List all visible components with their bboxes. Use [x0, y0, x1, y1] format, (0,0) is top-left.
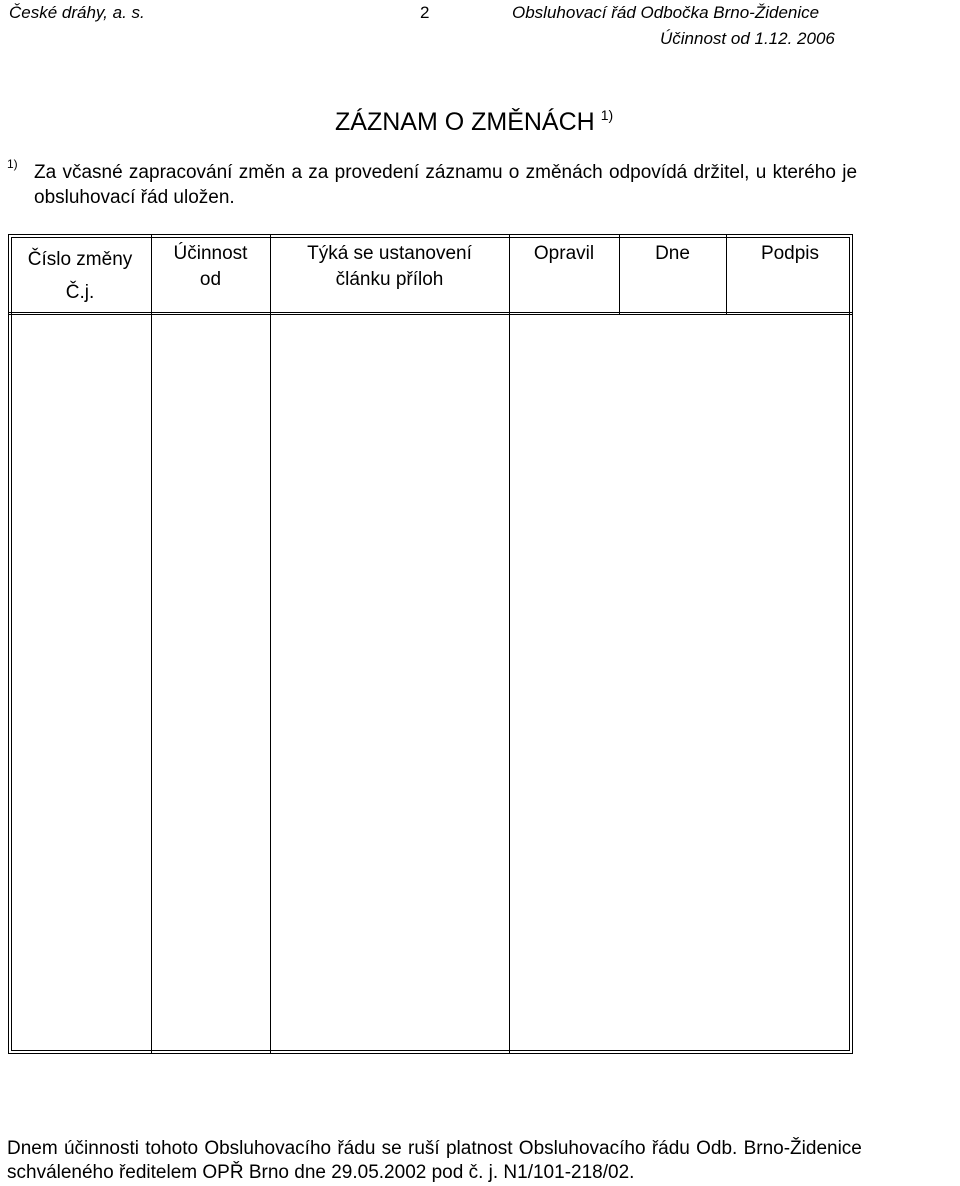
page-title	[335, 108, 613, 137]
table-column-divider	[151, 235, 152, 1053]
column-header-concerns	[270, 241, 509, 293]
column-header-signature: Podpis	[760, 243, 820, 264]
column-header-change-number	[9, 247, 151, 306]
header-validity: Účinnost od 1.12. 2006	[660, 29, 835, 48]
header-company: České dráhy, a. s.	[9, 3, 145, 22]
table-column-divider	[509, 235, 510, 1053]
change-record-table	[8, 234, 853, 1054]
footer-text-line-1: Dnem účinnosti tohoto Obsluhovacího řádu se ruší platnost Obsluhovacího řádu Odb. Brno-Židenice	[7, 1138, 862, 1159]
column-header-corrected-by: Opravil	[533, 243, 595, 264]
column-header-change-reference: Č.j.	[65, 282, 95, 303]
header-page-number: 2	[420, 3, 430, 22]
column-header-effective-from	[151, 241, 270, 293]
column-header-effective-line-2: od	[199, 269, 222, 290]
column-header-concerns-line-1: Týká se ustanovení	[307, 243, 472, 264]
footnote-text-line-1: Za včasné zapracování změn a za provedení záznamu o změnách odpovídá držitel, u kterého je	[34, 162, 858, 183]
header-document-title: Obsluhovací řád Odbočka Brno-Židenice	[512, 3, 820, 22]
footnote-text-line-2: obsluhovací řád uložen.	[34, 187, 235, 208]
column-header-change-number-text: Číslo změny	[27, 249, 133, 270]
table-column-divider	[270, 235, 271, 1053]
page-title-footnote-ref: 1)	[600, 107, 614, 123]
footer-text-line-2: schváleného ředitelem OPŘ Brno dne 29.05.2002 pod č. j. N1/101-218/02.	[7, 1162, 635, 1183]
page-title-text: ZÁZNAM O ZMĚNÁCH	[335, 108, 595, 136]
column-header-concerns-line-2: článku příloh	[335, 269, 444, 290]
footnote-marker: 1)	[7, 157, 18, 171]
column-header-date: Dne	[655, 243, 690, 264]
column-header-effective-line-1: Účinnost	[173, 243, 248, 264]
